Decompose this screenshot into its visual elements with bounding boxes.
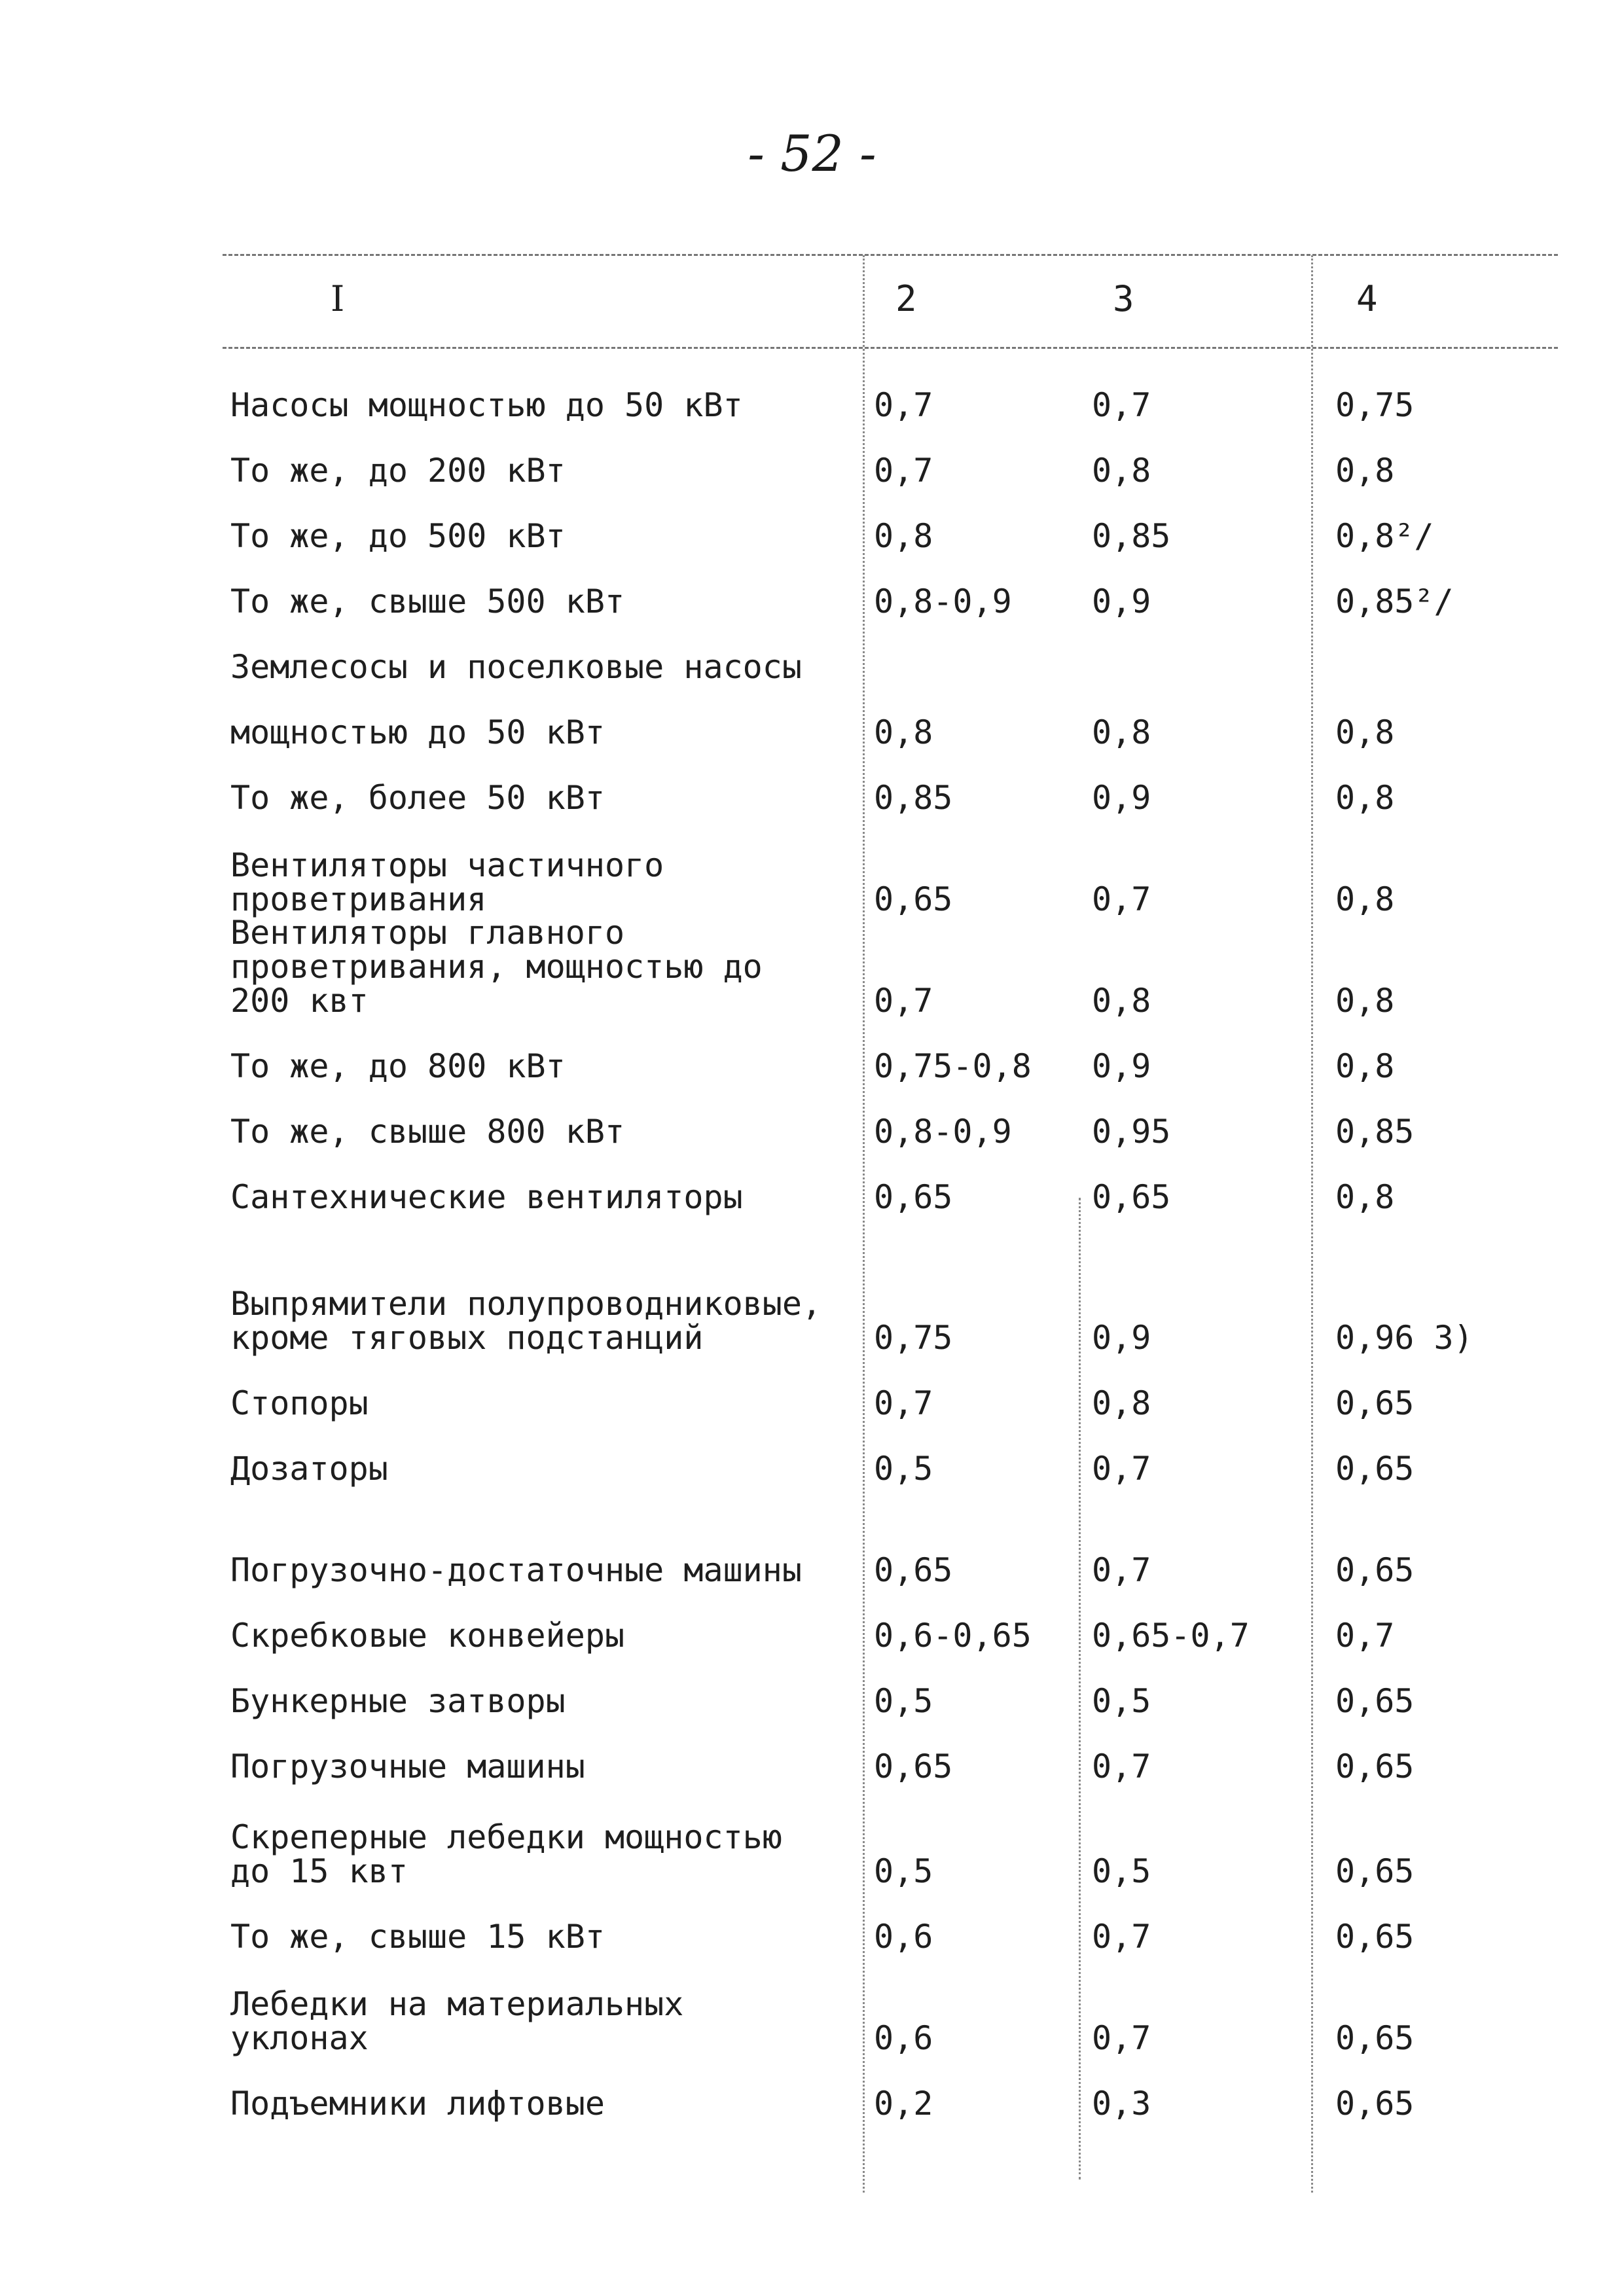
cell-col-3: 0,8 xyxy=(1092,713,1151,751)
cell-col-2: 0,75 xyxy=(874,1319,953,1357)
cell-col-4: 0,8 xyxy=(1335,713,1395,751)
cell-col-4: 0,65 xyxy=(1335,1384,1415,1422)
cell-col-3: 0,65 xyxy=(1092,1178,1171,1216)
cell-col-4: 0,75 xyxy=(1335,386,1415,424)
cell-col-3: 0,9 xyxy=(1092,1319,1151,1357)
cell-col-3: 0,3 xyxy=(1092,2085,1151,2123)
row-label: Сантехнические вентиляторы xyxy=(230,1178,743,1216)
cell-col-2: 0,65 xyxy=(874,880,953,918)
row-label: То же, до 200 кВт xyxy=(230,452,566,490)
row-label: То же, свыше 500 кВт xyxy=(230,583,625,620)
cell-col-2: 0,7 xyxy=(874,1384,933,1422)
cell-col-2: 0,6 xyxy=(874,2019,933,2057)
row-label: Бункерные затворы xyxy=(230,1682,566,1720)
cell-col-3: 0,7 xyxy=(1092,880,1151,918)
cell-col-4: 0,8 xyxy=(1335,779,1395,817)
row-label: То же, более 50 кВт xyxy=(230,779,605,817)
row-label: Вентиляторы частичного проветривания xyxy=(230,846,664,918)
cell-col-4: 0,85²/ xyxy=(1335,583,1454,620)
cell-col-4: 0,8²/ xyxy=(1335,517,1434,555)
row-label: Выпрямители полупроводниковые, кроме тяговых подстанций xyxy=(230,1285,822,1357)
row-label: Дозаторы xyxy=(230,1450,388,1488)
cell-col-2: 0,8-0,9 xyxy=(874,1113,1012,1151)
cell-col-2: 0,6-0,65 xyxy=(874,1617,1032,1655)
row-label: Скреперные лебедки мощностью до 15 квт xyxy=(230,1818,782,1890)
cell-col-4: 0,96 3) xyxy=(1335,1319,1473,1357)
column-header-1: I xyxy=(331,278,345,319)
cell-col-2: 0,5 xyxy=(874,1450,933,1488)
table-row xyxy=(0,1679,1624,1784)
row-label: Скребковые конвейеры xyxy=(230,1617,625,1655)
cell-col-4: 0,8 xyxy=(1335,1047,1395,1085)
cell-col-3: 0,9 xyxy=(1092,583,1151,620)
cell-col-4: 0,8 xyxy=(1335,982,1395,1020)
cell-col-2: 0,2 xyxy=(874,2085,933,2123)
cell-col-3: 0,5 xyxy=(1092,1852,1151,1890)
cell-col-4: 0,7 xyxy=(1335,1617,1395,1655)
cell-col-4: 0,85 xyxy=(1335,1113,1415,1151)
cell-col-3: 0,7 xyxy=(1092,1918,1151,1956)
cell-col-2: 0,8 xyxy=(874,517,933,555)
table-row xyxy=(0,1109,1624,1214)
cell-col-3: 0,7 xyxy=(1092,386,1151,424)
row-label: Погрузочные машины xyxy=(230,1748,585,1785)
table-row xyxy=(0,1381,1624,1486)
row-label: То же, до 500 кВт xyxy=(230,517,566,555)
row-label: Вентиляторы главного проветривания, мощностью до 200 квт xyxy=(230,914,763,1020)
row-label: То же, до 800 кВт xyxy=(230,1047,566,1085)
cell-col-3: 0,7 xyxy=(1092,1551,1151,1589)
cell-col-3: 0,85 xyxy=(1092,517,1171,555)
row-label: мощностью до 50 кВт xyxy=(230,713,605,751)
cell-col-2: 0,8 xyxy=(874,713,933,751)
cell-col-2: 0,85 xyxy=(874,779,953,817)
cell-col-2: 0,7 xyxy=(874,386,933,424)
row-label: Насосы мощностью до 50 кВт xyxy=(230,386,743,424)
cell-col-4: 0,65 xyxy=(1335,1450,1415,1488)
cell-col-3: 0,95 xyxy=(1092,1113,1171,1151)
column-header-3: 3 xyxy=(1113,278,1134,319)
cell-col-4: 0,65 xyxy=(1335,2019,1415,2057)
cell-col-3: 0,8 xyxy=(1092,982,1151,1020)
row-label: Землесосы и поселковые насосы xyxy=(230,648,802,686)
cell-col-3: 0,7 xyxy=(1092,1450,1151,1488)
cell-col-4: 0,8 xyxy=(1335,880,1395,918)
cell-col-4: 0,65 xyxy=(1335,1852,1415,1890)
row-label: Подъемники лифтовые xyxy=(230,2085,605,2123)
cell-col-2: 0,7 xyxy=(874,982,933,1020)
cell-col-3: 0,5 xyxy=(1092,1682,1151,1720)
cell-col-2: 0,65 xyxy=(874,1178,953,1216)
cell-col-2: 0,75-0,8 xyxy=(874,1047,1032,1085)
row-label: Стопоры xyxy=(230,1384,369,1422)
cell-col-3: 0,8 xyxy=(1092,452,1151,490)
table-row xyxy=(0,1849,1624,1954)
cell-col-3: 0,8 xyxy=(1092,1384,1151,1422)
cell-col-4: 0,65 xyxy=(1335,1748,1415,1785)
column-header-2: 2 xyxy=(895,278,917,319)
cell-col-4: 0,8 xyxy=(1335,452,1395,490)
cell-col-2: 0,5 xyxy=(874,1852,933,1890)
cell-col-2: 0,5 xyxy=(874,1682,933,1720)
cell-col-4: 0,65 xyxy=(1335,1918,1415,1956)
cell-col-3: 0,9 xyxy=(1092,1047,1151,1085)
cell-col-4: 0,8 xyxy=(1335,1178,1395,1216)
cell-col-3: 0,9 xyxy=(1092,779,1151,817)
cell-col-2: 0,65 xyxy=(874,1551,953,1589)
cell-col-4: 0,65 xyxy=(1335,2085,1415,2123)
column-header-4: 4 xyxy=(1356,278,1378,319)
row-label: То же, свыше 15 кВт xyxy=(230,1918,605,1956)
row-label: То же, свыше 800 кВт xyxy=(230,1113,625,1151)
cell-col-4: 0,65 xyxy=(1335,1551,1415,1589)
page-number: - 52 - xyxy=(748,124,876,183)
cell-col-3: 0,65-0,7 xyxy=(1092,1617,1250,1655)
table-row xyxy=(0,2016,1624,2121)
cell-col-2: 0,8-0,9 xyxy=(874,583,1012,620)
cell-col-2: 0,6 xyxy=(874,1918,933,1956)
row-label: Лебедки на материальных уклонах xyxy=(230,1985,684,2057)
cell-col-3: 0,7 xyxy=(1092,1748,1151,1785)
table-top-rule xyxy=(223,254,1558,256)
row-label: Погрузочно-достаточные машины xyxy=(230,1551,802,1589)
table-row xyxy=(0,812,1624,916)
cell-col-2: 0,7 xyxy=(874,452,933,490)
cell-col-3: 0,7 xyxy=(1092,2019,1151,2057)
cell-col-2: 0,65 xyxy=(874,1748,953,1785)
table-row xyxy=(0,710,1624,815)
cell-col-4: 0,65 xyxy=(1335,1682,1415,1720)
